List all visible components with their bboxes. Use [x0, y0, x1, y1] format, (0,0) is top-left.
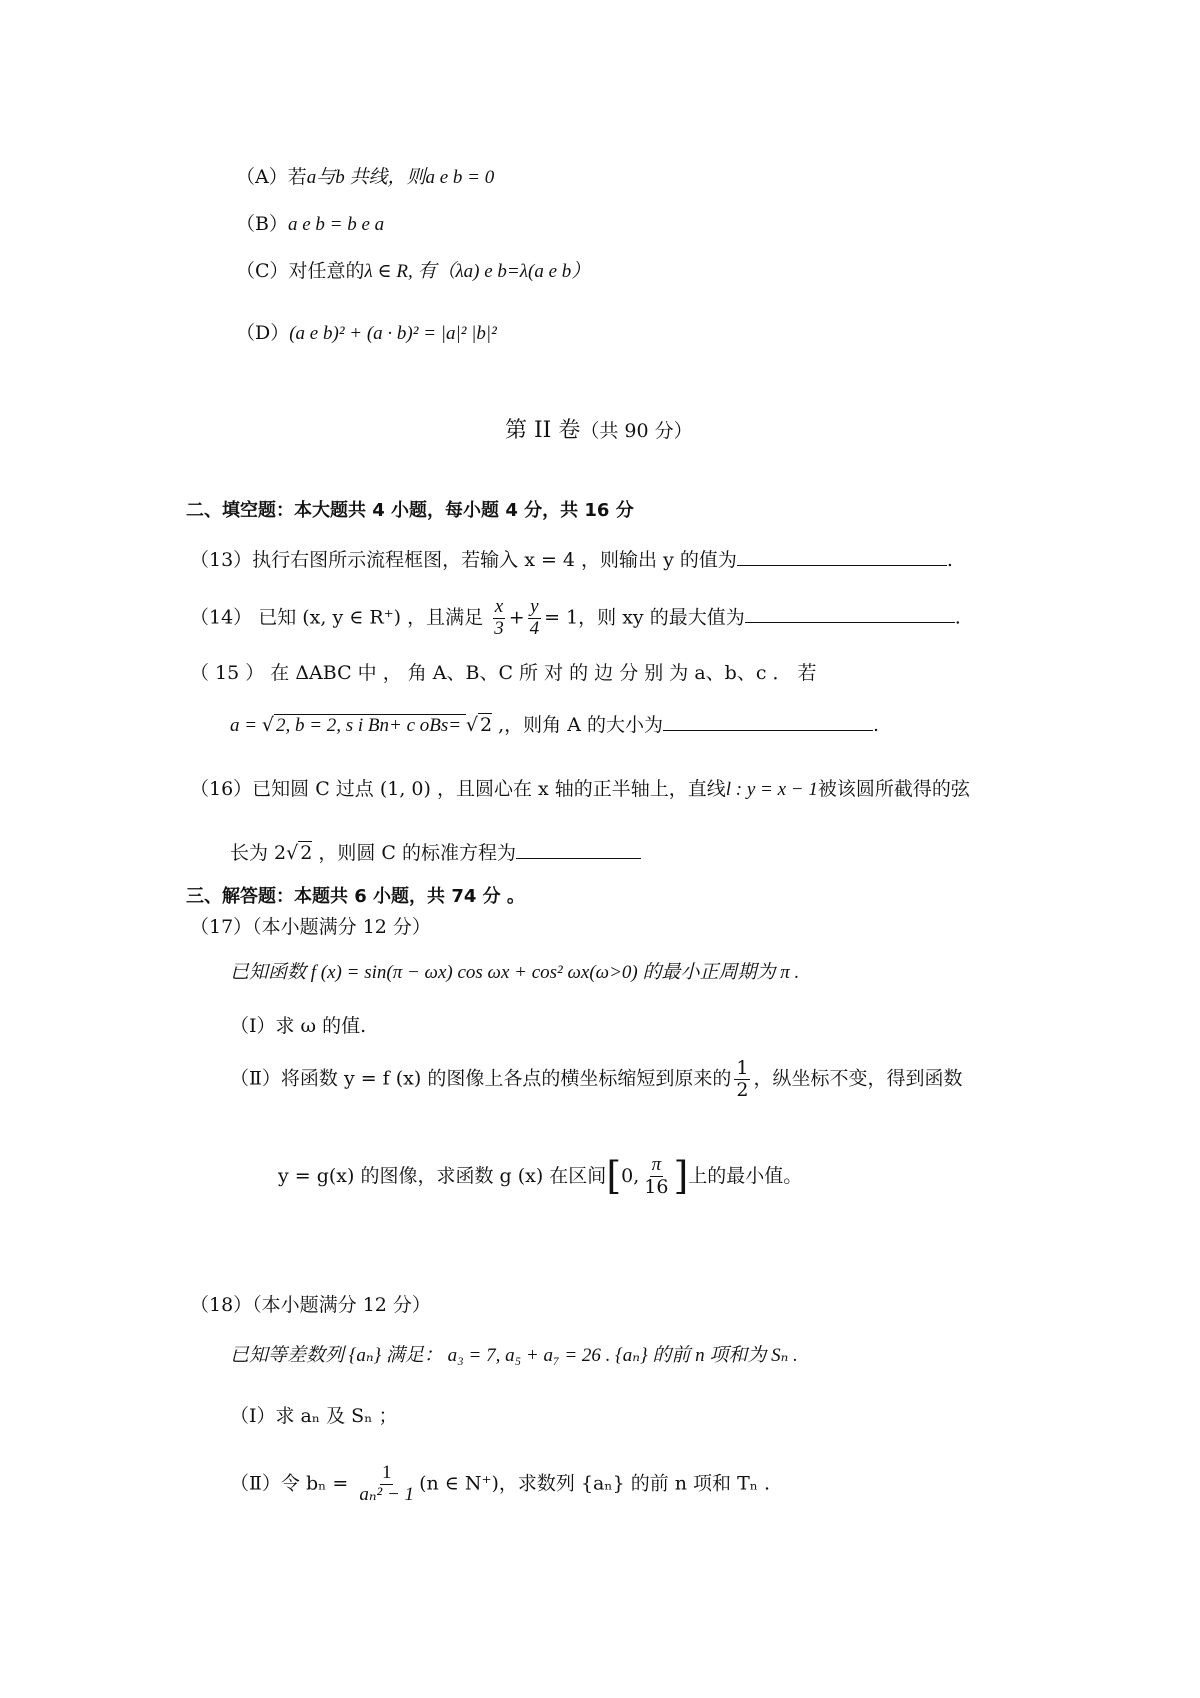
question-14-text-a: （14） 已知 (x, y ∈ R⁺) ，且满足	[190, 606, 484, 629]
question-17-stem: 已知函数 f (x) = sin(π − ωx) cos ωx + cos² ωx(ω>0) 的最小正周期为 π .	[230, 962, 800, 983]
question-15-line1: （ 15 ） 在 ΔABC 中 ， 角 A、B、C 所 对 的 边 分 别 为 a、b、c ． 若	[190, 662, 817, 684]
option-d-expr: (a e b)² + (a · b)² = |a|² |b|²	[289, 323, 497, 344]
option-a-expr: a e b = 0	[425, 167, 495, 188]
fraction-bn: $\frac{1}{\text{aₙ² − 1}}$	[359, 1462, 415, 1505]
answer-blank-15[interactable]	[663, 712, 873, 731]
fraction-pi-over-16: $\frac{\pi}{16}$	[644, 1154, 669, 1199]
question-16-line2: 长为 2√ 2 ，则圆 C 的标准方程为	[230, 840, 641, 865]
question-13: （13）执行右图所示流程框图，若输入 x = 4 ，则输出 y 的值为 .	[190, 549, 953, 571]
question-17-header: （17）（本小题满分 12 分）	[190, 916, 431, 938]
option-d	[236, 322, 497, 346]
option-b-label: （B）	[236, 213, 288, 235]
question-17-part-ii-line2: y = g(x) 的图像，求函数 g (x) 在区间[0, $\frac{\pi}{16}$ ]上的最小值。	[278, 1154, 803, 1199]
option-c-label: （C）对任意的	[236, 260, 365, 282]
question-14-text-b: ，则 xy 的最大值为	[578, 606, 745, 629]
option-a	[236, 166, 494, 190]
part2-score: （共 90 分）	[580, 420, 693, 442]
answer-blank-13[interactable]	[737, 547, 947, 566]
part2-title-text: 第 II 卷	[505, 418, 581, 443]
option-b	[236, 213, 384, 237]
line-equation: l : y = x − 1	[725, 779, 818, 800]
answer-blank-14[interactable]	[745, 604, 955, 623]
question-18-header: （18）（本小题满分 12 分）	[190, 1294, 431, 1316]
fraction-one-half: $\frac{1}{2}$	[736, 1057, 749, 1101]
question-18-part-i: （Ⅰ）求 aₙ 及 Sₙ ；	[230, 1405, 398, 1427]
option-c	[236, 260, 590, 284]
answer-blank-16[interactable]	[516, 840, 641, 859]
question-15-line2: a = √ 2, b = 2, s i Bn+ c oBs= √ 2 ,，则角 A 的大小为 .	[230, 714, 880, 736]
question-17-part-i: （Ⅰ）求 ω 的值.	[230, 1015, 367, 1037]
question-13-text: （13）执行右图所示流程框图，若输入 x = 4 ，则输出 y 的值为	[190, 549, 737, 571]
answer-section-heading: 三、解答题：本题共 6 小题，共 74 分 。	[186, 886, 525, 907]
part2-title	[505, 418, 693, 444]
question-14: （14） 已知 (x, y ∈ R⁺) ，且满足 $\frac{x}{3}$ + $\frac{y}{4}$ = 1，则 xy 的最大值为 .	[190, 596, 961, 639]
option-d-label: （D）	[236, 322, 290, 344]
fraction-x-over-3: $\frac{x}{3}$	[494, 596, 504, 639]
fill-section-heading: 二、填空题：本大题共 4 小题，每小题 4 分，共 16 分	[186, 500, 634, 521]
option-c-expr: λ ∈ R, 有（λa) e b=λ(a e b）	[364, 261, 591, 282]
option-a-label: （A）若	[236, 166, 307, 188]
question-18-part-ii: （Ⅱ）令 bₙ = $\frac{1}{\text{aₙ² − 1}}$ (n ∈ N⁺)，求数列 {aₙ} 的前 n 项和 Tₙ .	[230, 1462, 771, 1505]
fraction-y-over-4: $\frac{y}{4}$	[529, 596, 540, 639]
question-18-stem: 已知等差数列 {aₙ} 满足： a₃ = 7, a₅ + a₇ = 26 . {aₙ} 的前 n 项和为 Sₙ .	[230, 1345, 798, 1366]
option-a-text: a与b 共线，则	[306, 167, 426, 188]
option-b-expr: a e b = b e a	[287, 214, 385, 235]
question-17-part-ii-line1: （Ⅱ）将函数 y = f (x) 的图像上各点的横坐标缩短到原来的 $\frac{1}{2}$ ，纵坐标不变，得到函数	[230, 1057, 963, 1101]
question-16-line1: （16）已知圆 C 过点 (1, 0) ，且圆心在 x 轴的正半轴上，直线l : y = x − 1被该圆所截得的弦	[190, 778, 970, 800]
